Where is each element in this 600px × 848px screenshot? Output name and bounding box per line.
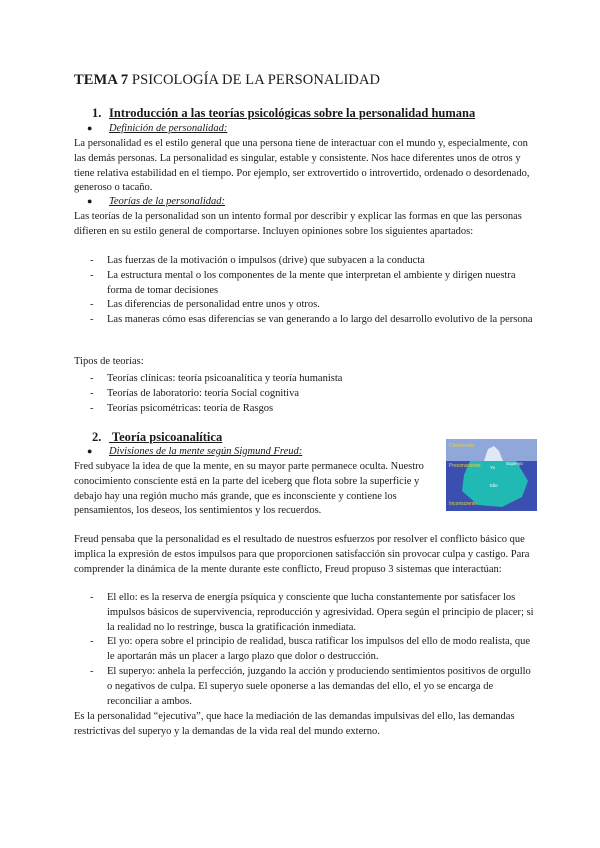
list-item: - La estructura mental o los componentes de la mente que interpretan el ambiente y dirigen nuestra forma de tomar decisiones xyxy=(74,269,534,299)
list-item: - Teorías de laboratorio: teoría Social cognitiva xyxy=(74,387,534,402)
list-item: - Las diferencias de personalidad entre unos y otros. xyxy=(74,298,534,313)
iceberg-label: Consciente xyxy=(449,443,475,449)
list-item: - Teorías psicométricas: teoría de Rasgos xyxy=(74,402,534,417)
iceberg-label: Inconsciente xyxy=(449,501,478,507)
bullet-definicion xyxy=(87,123,228,134)
iceberg-paragraph: Fred subyace la idea de que la mente, en su mayor parte permanece oculta. Nuestro conocimiento consciente está en la parte del iceberg que flota sobre la superficie y debajo hay una región mucho más grande, que es inconsciente y contiene los pensamientos, los deseos, los sentimientos y los recuerdos. xyxy=(74,461,424,517)
section-2-heading xyxy=(92,430,222,445)
list-item: - Las maneras cómo esas diferencias se van generando a lo largo del desarrollo evolutivo de la persona xyxy=(74,313,534,328)
page-title xyxy=(74,72,380,89)
list-item: - El yo: opera sobre el principio de realidad, busca ratificar los impulsos del ello de modo realista, que le aportarán más un placer a largo plazo que dolor o destrucción. xyxy=(74,635,534,665)
iceberg-image xyxy=(446,439,537,511)
iceberg-label: Preconsciente xyxy=(449,463,481,469)
ejecutiva-paragraph: Es la personalidad “ejecutiva”, que hace la mediación de las demandas impulsivas del ello, las demandas restrictivas del superyo y la demandas de la vida real del mundo externo. xyxy=(74,711,515,737)
iceberg-label: Yo xyxy=(490,465,496,470)
bullet-dot-icon: ● xyxy=(87,196,93,206)
iceberg-svg xyxy=(446,439,537,511)
section-1-heading xyxy=(92,106,475,121)
list-item: - El superyo: anhela la perfección, juzgando la acción y produciendo sentimientos positivos de orgullo o negativos de culpa. El superyo suele oponerse a las demandas del ello, el yo se encarga de reconciliar a ambos. xyxy=(74,665,534,709)
definicion-paragraph: La personalidad es el estilo general que una persona tiene de interactuar con el mundo y, especialmente, con las demás personas. La personalidad es singular, estable y consistente. Nos hace diferentes unos de otros y tiene relativa estabilidad en el tiempo. Por ejemplo, ser extrovertido o introvertido, ordenado o desordenado, generoso o tacaño. xyxy=(74,138,530,194)
bullet-teorias xyxy=(87,196,225,207)
bullet-divisiones xyxy=(87,446,303,457)
title-rest: PSICOLOGÍA DE LA PERSONALIDAD xyxy=(128,72,381,88)
bullet-definicion-text: Definición de personalidad: xyxy=(109,123,228,134)
title-tema: TEMA 7 xyxy=(74,72,129,88)
bullet-teorias-text: Teorías de la personalidad: xyxy=(109,196,225,207)
tipos-list xyxy=(74,372,534,416)
sistemas-list xyxy=(74,591,534,709)
section-1-number: 1. xyxy=(92,106,102,120)
teorias-paragraph: Las teorías de la personalidad son un intento formal por describir y explicar las formas en que las personas difieren en su estilo general de comportarse. Incluyen opiniones sobre los siguientes apartados: xyxy=(74,211,522,237)
freud-paragraph: Freud pensaba que la personalidad es el resultado de nuestros esfuerzos por resolver el conflicto básico que implica la expresión de estos impulsos para que proporcionen satisfacción sin provocar culpa y castigo. Para comprender la dinámica de la mente durante este conflicto, Freud propuso 3 sistemas que interactúan: xyxy=(74,534,530,575)
tipos-label: Tipos de teorías: xyxy=(74,356,144,367)
section-2-number: 2. xyxy=(92,430,102,444)
bullet-divisiones-text: Divisiones de la mente según Sigmund Freud: xyxy=(109,446,303,457)
list-item: - El ello: es la reserva de energía psíquica y consciente que lucha constantemente por satisfacer los impulsos básicos de supervivencia, reproducción y agresividad. Opera según el principio de placer; si la realidad no lo restringe, busca la gratificación inmediata. xyxy=(74,591,534,635)
section-1-title: Introducción a las teorías psicológicas sobre la personalidad humana xyxy=(109,106,476,120)
section-2-title: Teoría psicoanalítica xyxy=(109,430,223,444)
iceberg-label: Ello xyxy=(490,483,498,488)
bullet-dot-icon: ● xyxy=(87,123,93,133)
list-item: - Teorías clínicas: teoría psicoanalítica y teoría humanista xyxy=(74,372,534,387)
bullet-dot-icon: ● xyxy=(87,446,93,456)
teorias-list xyxy=(74,254,534,328)
list-item: - Las fuerzas de la motivación o impulsos (drive) que subyacen a la conducta xyxy=(74,254,534,269)
iceberg-label: Superyo xyxy=(506,461,523,466)
